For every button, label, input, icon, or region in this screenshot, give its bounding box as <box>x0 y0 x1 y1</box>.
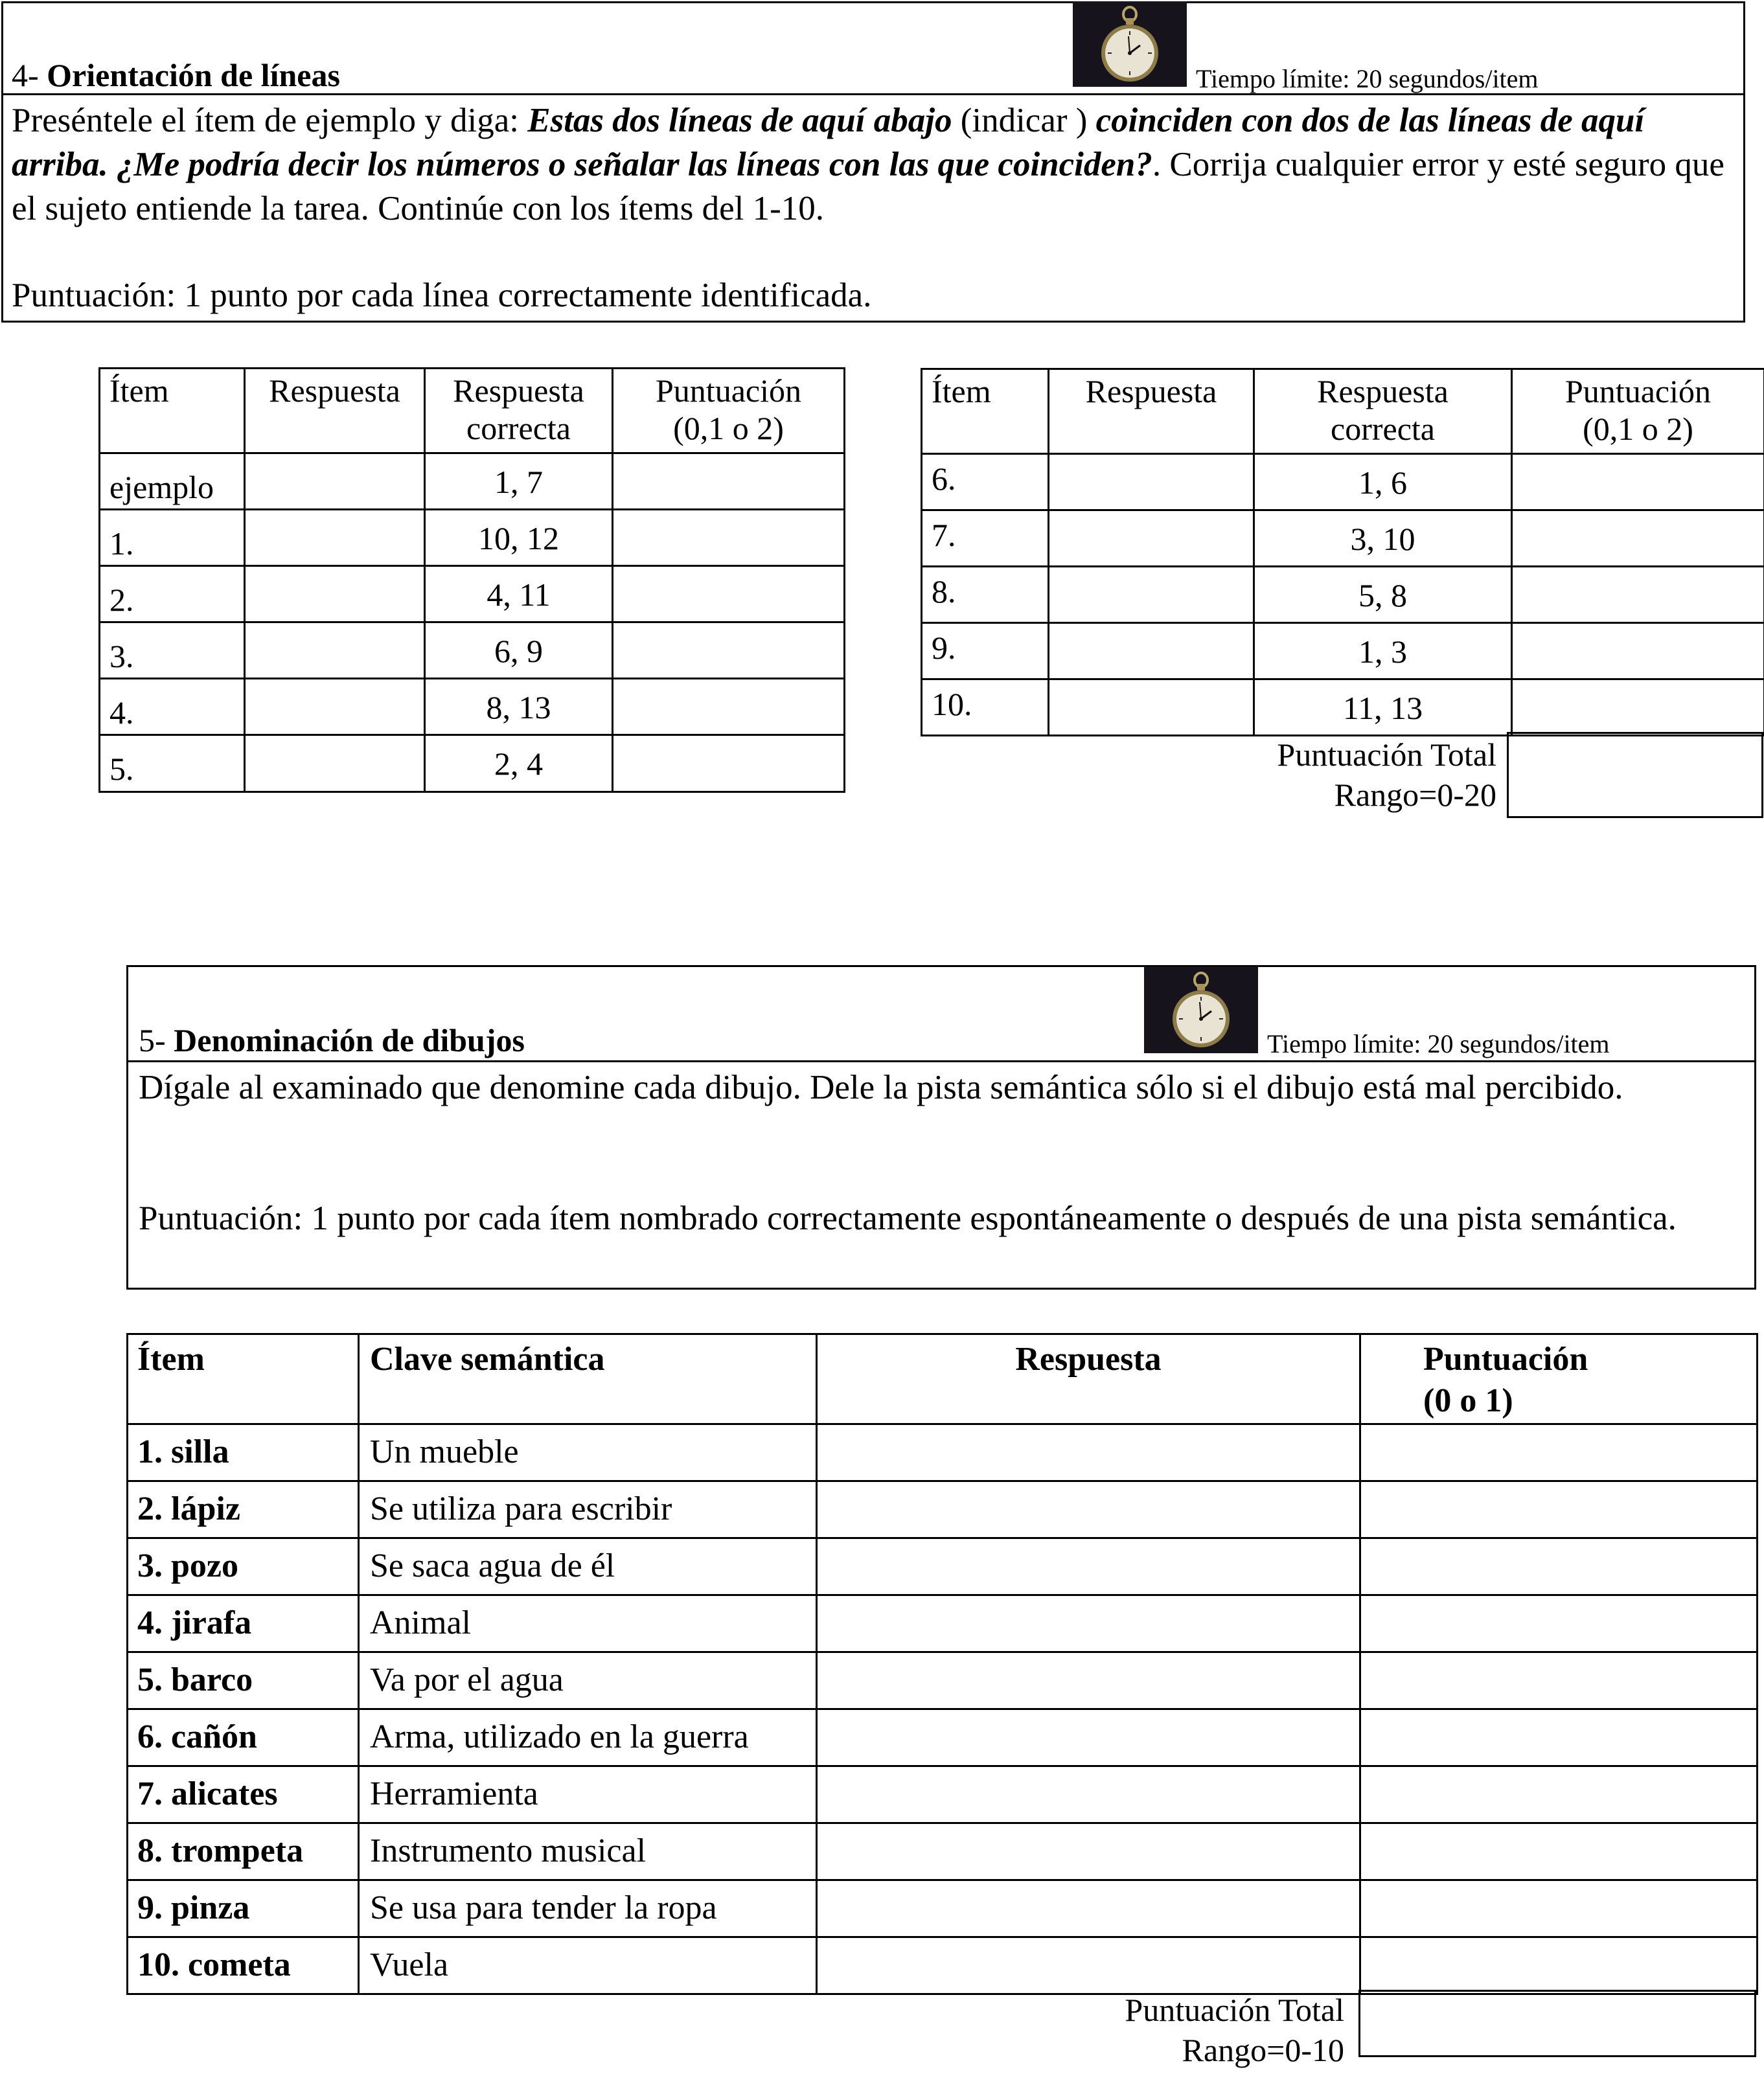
row-item: 1. <box>100 510 245 566</box>
response-cell[interactable] <box>817 1481 1360 1538</box>
table-row <box>128 1538 1758 1595</box>
response-cell[interactable] <box>817 1538 1360 1595</box>
response-cell[interactable] <box>245 622 425 679</box>
row-clue: Se saca agua de él <box>359 1538 817 1595</box>
header-correct <box>1254 369 1512 454</box>
header-correct-line2: correcta <box>466 410 571 446</box>
row-item: 4. <box>100 679 245 735</box>
instructions-mid: (indicar ) <box>952 102 1096 139</box>
score-cell[interactable] <box>1360 1823 1758 1880</box>
row-item: 8. <box>922 567 1049 623</box>
row-clue: Vuela <box>359 1937 817 1994</box>
total-label-text: Puntuación Total <box>1125 1992 1344 2028</box>
section5-total-label <box>972 1990 1344 2070</box>
response-cell[interactable] <box>245 453 425 510</box>
row-correct: 5, 8 <box>1254 567 1512 623</box>
row-item: 10. <box>922 679 1049 736</box>
table-row <box>922 623 1764 679</box>
score-cell[interactable] <box>613 453 845 510</box>
section5-scoring: Puntuación: 1 punto por cada ítem nombrado correctamente espontáneamente o después de una pista semántica. <box>139 1200 1677 1237</box>
header-response: Respuesta <box>1049 369 1254 454</box>
response-cell[interactable] <box>245 510 425 566</box>
row-clue: Instrumento musical <box>359 1823 817 1880</box>
response-cell[interactable] <box>1049 623 1254 679</box>
row-correct: 3, 10 <box>1254 510 1512 567</box>
table-row <box>922 567 1764 623</box>
header-score <box>613 369 845 453</box>
row-correct: 1, 6 <box>1254 454 1512 510</box>
row-correct: 6, 9 <box>425 622 613 679</box>
score-cell[interactable] <box>1360 1595 1758 1652</box>
response-cell[interactable] <box>245 679 425 735</box>
row-item: 5. barco <box>128 1652 359 1709</box>
row-item: 3. <box>100 622 245 679</box>
section4-instructions <box>12 98 1728 231</box>
score-cell[interactable] <box>1512 567 1764 623</box>
table-row <box>128 1823 1758 1880</box>
section5-title <box>139 1022 525 1058</box>
score-cell[interactable] <box>1512 679 1764 736</box>
row-clue: Arma, utilizado en la guerra <box>359 1709 817 1766</box>
table-header-row <box>128 1334 1758 1424</box>
row-clue: Va por el agua <box>359 1652 817 1709</box>
section4-total-label <box>1134 735 1496 815</box>
row-clue: Se utiliza para escribir <box>359 1481 817 1538</box>
table-row <box>100 566 845 622</box>
pocket-watch-svg <box>1144 966 1258 1053</box>
score-cell[interactable] <box>613 510 845 566</box>
score-cell[interactable] <box>1360 1424 1758 1481</box>
response-cell[interactable] <box>1049 510 1254 567</box>
row-item: 9. pinza <box>128 1880 359 1937</box>
section4-number: 4- <box>12 57 39 93</box>
response-cell[interactable] <box>1049 679 1254 736</box>
row-item: 10. cometa <box>128 1937 359 1994</box>
table-row <box>128 1937 1758 1994</box>
table-row <box>128 1880 1758 1937</box>
pocket-watch-icon <box>1073 1 1187 87</box>
row-item: 2. <box>100 566 245 622</box>
header-item: Ítem <box>100 369 245 453</box>
response-cell[interactable] <box>817 1880 1360 1937</box>
instructions-prefix: Preséntele el ítem de ejemplo y diga: <box>12 102 528 139</box>
section5-instructions: Dígale al examinado que denomine cada dibujo. Dele la pista semántica sólo si el dibujo está mal percibido. <box>139 1069 1623 1106</box>
score-cell[interactable] <box>613 566 845 622</box>
section5-time-limit: Tiempo límite: 20 segundos/item <box>1267 1029 1610 1058</box>
table-row <box>922 679 1764 736</box>
row-item: 6. cañón <box>128 1709 359 1766</box>
section4-table-left <box>98 367 845 793</box>
header-score-line2: (0,1 o 2) <box>673 410 784 446</box>
response-cell[interactable] <box>817 1766 1360 1823</box>
table-header-row <box>922 369 1764 454</box>
section4-title-divider <box>1 93 1745 95</box>
row-item: 7. <box>922 510 1049 567</box>
row-item: 6. <box>922 454 1049 510</box>
range-label-text: Rango=0-20 <box>1334 777 1496 813</box>
row-correct: 4, 11 <box>425 566 613 622</box>
score-cell[interactable] <box>613 622 845 679</box>
table-row <box>128 1652 1758 1709</box>
row-item: 7. alicates <box>128 1766 359 1823</box>
header-correct-line2: correcta <box>1331 411 1435 447</box>
response-cell[interactable] <box>817 1823 1360 1880</box>
section5-title-divider <box>126 1060 1756 1062</box>
row-correct: 1, 3 <box>1254 623 1512 679</box>
response-cell[interactable] <box>245 735 425 792</box>
table-header-row <box>100 369 845 453</box>
table-row <box>128 1595 1758 1652</box>
header-item: Ítem <box>128 1334 359 1424</box>
total-label-text: Puntuación Total <box>1277 736 1496 773</box>
row-correct: 2, 4 <box>425 735 613 792</box>
header-score <box>1512 369 1764 454</box>
response-cell[interactable] <box>817 1652 1360 1709</box>
row-correct: 11, 13 <box>1254 679 1512 736</box>
section4-title-text: Orientación de líneas <box>47 57 340 93</box>
table-row <box>128 1481 1758 1538</box>
score-cell[interactable] <box>1360 1652 1758 1709</box>
table-row <box>100 622 845 679</box>
score-cell[interactable] <box>1360 1538 1758 1595</box>
score-cell[interactable] <box>1360 1481 1758 1538</box>
row-item: 5. <box>100 735 245 792</box>
range-label-text: Rango=0-10 <box>1182 2032 1344 2068</box>
table-row <box>922 454 1764 510</box>
header-clue: Clave semántica <box>359 1334 817 1424</box>
score-cell[interactable] <box>1360 1766 1758 1823</box>
row-correct: 8, 13 <box>425 679 613 735</box>
section5-title-text: Denominación de dibujos <box>174 1022 525 1058</box>
row-correct: 1, 7 <box>425 453 613 510</box>
section5-number: 5- <box>139 1022 166 1058</box>
pocket-watch-icon <box>1144 966 1258 1053</box>
header-score-line2: (0,1 o 2) <box>1583 411 1693 447</box>
row-item: 1. silla <box>128 1424 359 1481</box>
table-row <box>128 1766 1758 1823</box>
score-cell[interactable] <box>1360 1937 1758 1994</box>
section5-total-score-box[interactable] <box>1358 1990 1756 2057</box>
response-cell[interactable] <box>817 1424 1360 1481</box>
header-score-line1: Puntuación <box>656 372 801 409</box>
header-item: Ítem <box>922 369 1049 454</box>
instructions-italic-2: coinciden con dos de las líneas de aquí arriba. ¿Me podría decir los números o señalar las líneas con las que coinciden? <box>12 102 1645 183</box>
row-clue: Herramienta <box>359 1766 817 1823</box>
row-clue: Un mueble <box>359 1424 817 1481</box>
response-cell[interactable] <box>817 1595 1360 1652</box>
row-item: ejemplo <box>100 453 245 510</box>
score-cell[interactable] <box>1512 510 1764 567</box>
header-score <box>1360 1334 1758 1424</box>
score-cell[interactable] <box>1360 1880 1758 1937</box>
header-correct <box>425 369 613 453</box>
score-cell[interactable] <box>613 735 845 792</box>
row-clue: Se usa para tender la ropa <box>359 1880 817 1937</box>
table-row <box>100 510 845 566</box>
header-score-line1: Puntuación <box>1423 1341 1588 1378</box>
table-row <box>128 1709 1758 1766</box>
score-cell[interactable] <box>1512 623 1764 679</box>
header-response: Respuesta <box>817 1334 1360 1424</box>
response-cell[interactable] <box>817 1937 1360 1994</box>
table-row <box>100 735 845 792</box>
header-score-line1: Puntuación <box>1565 373 1711 409</box>
score-cell[interactable] <box>1360 1709 1758 1766</box>
instructions-italic-1: Estas dos líneas de aquí abajo <box>527 102 952 139</box>
row-clue: Animal <box>359 1595 817 1652</box>
section4-title <box>12 57 340 93</box>
score-cell[interactable] <box>613 679 845 735</box>
table-row <box>100 453 845 510</box>
response-cell[interactable] <box>1049 454 1254 510</box>
section4-total-score-box[interactable] <box>1507 732 1763 818</box>
header-score-line2: (0 o 1) <box>1423 1382 1513 1419</box>
pocket-watch-svg <box>1073 1 1187 87</box>
row-item: 4. jirafa <box>128 1595 359 1652</box>
table-row <box>128 1424 1758 1481</box>
response-cell[interactable] <box>1049 567 1254 623</box>
section4-time-limit: Tiempo límite: 20 segundos/item <box>1196 64 1539 93</box>
table-row <box>100 679 845 735</box>
row-item: 2. lápiz <box>128 1481 359 1538</box>
row-item: 3. pozo <box>128 1538 359 1595</box>
section5-header-box <box>126 965 1756 1290</box>
section4-table-right <box>921 368 1764 736</box>
header-correct-line1: Respuesta <box>1317 373 1449 409</box>
row-item: 9. <box>922 623 1049 679</box>
table-row <box>922 510 1764 567</box>
header-correct-line1: Respuesta <box>453 372 584 409</box>
row-item: 8. trompeta <box>128 1823 359 1880</box>
section4-scoring: Puntuación: 1 punto por cada línea correctamente identificada. <box>12 277 872 314</box>
score-cell[interactable] <box>1512 454 1764 510</box>
response-cell[interactable] <box>245 566 425 622</box>
section5-table <box>126 1333 1758 1995</box>
row-correct: 10, 12 <box>425 510 613 566</box>
header-response: Respuesta <box>245 369 425 453</box>
instructions-suffix: . Corrija cualquier error y esté seguro que el sujeto entiende la tarea. Continúe con los ítems del 1-10. <box>12 146 1724 227</box>
response-cell[interactable] <box>817 1709 1360 1766</box>
